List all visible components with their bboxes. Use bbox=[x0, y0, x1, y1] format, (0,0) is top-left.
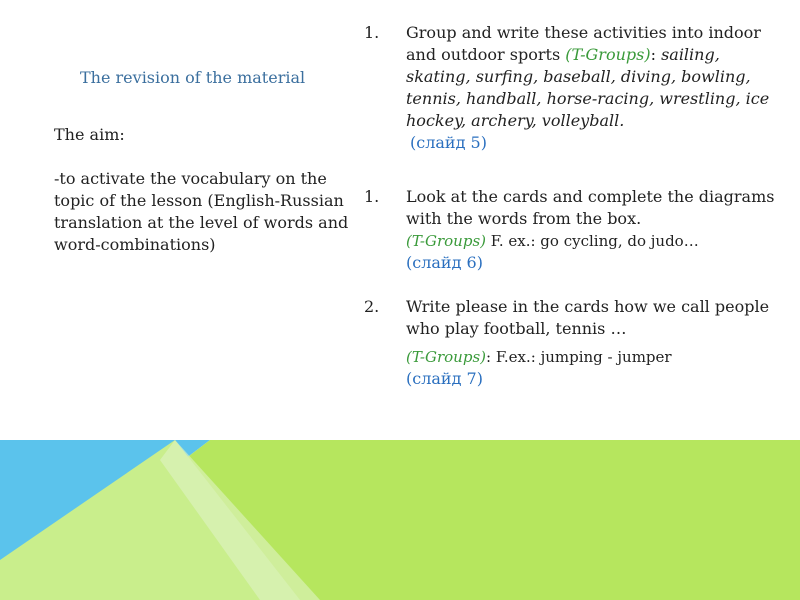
task-example: F. ex.: go cycling, do judo… bbox=[486, 232, 699, 250]
task-colon: : bbox=[650, 45, 656, 64]
task-text: Group and write these activities into indoor and outdoor sports bbox=[406, 23, 761, 64]
task-tag: (T-Groups) bbox=[406, 232, 486, 250]
task-slide-ref: (слайд 6) bbox=[406, 253, 483, 272]
aim-label: The aim: bbox=[54, 125, 125, 144]
task-item-2 bbox=[364, 186, 784, 274]
task-slide-ref: (слайд 5) bbox=[410, 133, 487, 152]
task-item-3 bbox=[364, 296, 784, 390]
task-tag: (T-Groups) bbox=[406, 348, 486, 366]
task-slide-ref: (слайд 7) bbox=[406, 369, 483, 388]
task-example-line bbox=[406, 346, 784, 368]
task-text: Write please in the cards how we call people who play football, tennis … bbox=[406, 297, 770, 338]
task-example: : F.ex.: jumping - jumper bbox=[486, 348, 672, 366]
task-word-list: sailing, skating, surfing, baseball, diving, bowling, tennis, handball, horse-racing, wrestling, ice hockey, archery, volleyball. bbox=[406, 45, 770, 130]
task-number: 1. bbox=[364, 23, 380, 42]
task-number: 1. bbox=[364, 187, 380, 206]
task-number: 2. bbox=[364, 297, 380, 316]
task-text: Look at the cards and complete the diagrams with the words from the box. bbox=[406, 187, 775, 228]
task-tag: (T-Groups) bbox=[565, 45, 651, 64]
task-item-1 bbox=[364, 22, 784, 154]
aim-block bbox=[54, 124, 354, 256]
task-example-line bbox=[406, 230, 784, 252]
section-title: The revision of the material bbox=[80, 68, 306, 87]
aim-text: -to activate the vocabulary on the topic of the lesson (English-Russian translation at the level of words and word-combinations) bbox=[54, 169, 349, 254]
task-list bbox=[364, 22, 784, 390]
